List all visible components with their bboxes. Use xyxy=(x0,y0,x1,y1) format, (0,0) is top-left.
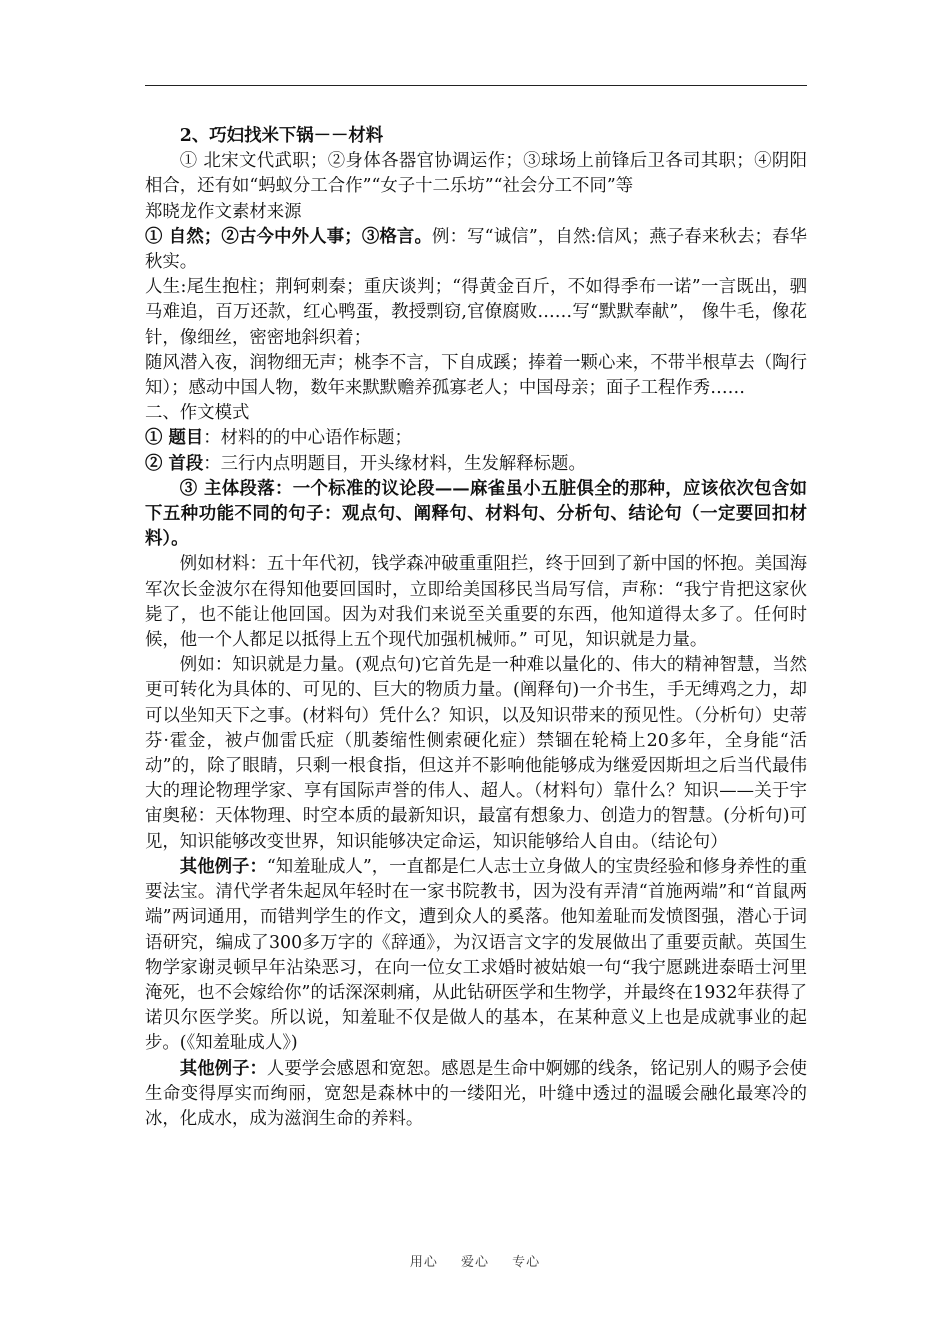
mode-first-item xyxy=(145,452,807,477)
page-footer xyxy=(0,1251,950,1270)
mode-title-bold: ① 题目 xyxy=(145,428,204,449)
sources-paragraph xyxy=(145,225,807,275)
other-example-2-label: 其他例子： xyxy=(179,1058,267,1079)
mode-heading: 二、作文模式 xyxy=(145,403,250,424)
other-example-2-text: 人要学会感恩和宽恕。感恩是生命中婀娜的线条，铭记别人的赐予会使生命变得厚实而绚丽，宽恕是森林中的一缕阳光，叶缝中透过的温暖会融化最寒冷的冰，化成水，成为滋润生命的养料。 xyxy=(145,1058,807,1129)
quotes-paragraph: 随风潜入夜，润物细无声；桃李不言，下自成蹊；捧着一颗心来，不带半根草去（陶行知）；感动中国人物，数年来默默赡养孤寡老人；中国母亲；面子工程作秀…… xyxy=(145,352,807,399)
other-example-1-text: “知羞耻成人”，一直都是仁人志士立身做人的宝贵经验和修身养性的重要法宝。清代学者朱起凤年轻时在一家书院教书，因为没有弄清“首施两端”和“首鼠两端”两词通用，而错判学生的作文，遭到众人的奚落。他知羞耻而发愤图强，潜心于词语研究，编成了300多万字的《辞通》，为汉语言文字的发展做出了重要贡献。英国生物学家谢灵顿早年沾染恶习，在向一位女工求婚时被姑娘一句“我宁愿跳进泰晤士河里淹死，也不会嫁给你”的话深深刺痛，从此钻研医学和生物学，并最终在1932年获得了诺贝尔医学奖。所以说，知羞耻不仅是做人的基本，在某种意义上也是成就事业的起步。(《知羞耻成人》) xyxy=(145,856,807,1054)
example-material: 例如材料：五十年代初，钱学森冲破重重阻拦，终于回到了新中国的怀抱。美国海军次长金波尔在得知他要回国时，立即给美国移民当局写信，声称：“我宁肯把这家伙毙了，也不能让他回国。因为对我们来说至关重要的东西，他知道得太多了。任何时候，他一个人都足以抵得上五个现代加强机械师。” 可见，知识就是力量。 xyxy=(145,554,807,651)
people-paragraph: 人生:尾生抱柱；荆轲刺秦；重庆谈判；“得黄金百斤，不如得季布一诺”一言既出，驷马难追，百万还款，红心鸭蛋，教授剽窃,官僚腐败……写“默默奉献”， 像牛毛，像花针，像细丝，密密地斜织着； xyxy=(145,277,807,348)
mode-title-text: ：材料的的中心语作标题； xyxy=(203,428,412,449)
other-example-2 xyxy=(145,1057,807,1133)
mode-body-item: ③ 主体段落：一个标准的议论段——麻雀虽小五脏俱全的那种，应该依次包含如下五种功能不同的句子：观点句、阐释句、材料句、分析句、结论句（一定要回扣材料）。 xyxy=(145,478,807,550)
sources-text: 例：写“诚信”，自然:信风；燕子春来秋去；春华秋实。 xyxy=(145,226,807,273)
document-body xyxy=(145,124,807,1132)
example-paragraph: 例如：知识就是力量。(观点句)它首先是一种难以量化的、伟大的精神智慧，当然更可转化为具体的、可见的、巨大的物质力量。(阐释句)一介书生，手无缚鸡之力，却可以坐知天下之事。(材料句）凭什么？知识，以及知识带来的预见性。（分析句）史蒂芬·霍金，被卢伽雷氏症（肌萎缩性侧索硬化症）禁锢在轮椅上20多年，全身能“活动”的，除了眼睛，只剩一根食指，但这并不影响他能够成为继爱因斯坦之后当代最伟大的理论物理学家、享有国际声誉的伟人、超人。（材料句）靠什么？知识——关于宇宙奥秘：天体物理、时空本质的最新知识，最富有想象力、创造力的智慧。(分析句)可见，知识能够改变世界，知识能够决定命运，知识能够给人自由。（结论句） xyxy=(145,655,807,852)
sources-bold: ① 自然；②古今中外人事；③格言。 xyxy=(145,226,433,247)
mode-first-bold: ② 首段 xyxy=(145,453,204,474)
other-example-1 xyxy=(145,855,807,1057)
mode-title-item xyxy=(145,426,807,451)
examples-paragraph: ① 北宋文代武职；②身体各器官协调运作；③球场上前锋后卫各司其职；④阴阳相合，还有如“蚂蚁分工合作”“女子十二乐坊”“社会分工不同”等 xyxy=(145,151,807,197)
footer-word-3: 专心 xyxy=(512,1255,541,1270)
mode-first-text: ：三行内点明题目，开头缘材料，生发解释标题。 xyxy=(203,453,586,474)
sources-heading: 郑晓龙作文素材来源 xyxy=(145,201,302,222)
header-rule xyxy=(145,85,807,86)
footer-word-2: 爱心 xyxy=(460,1255,489,1270)
footer-word-1: 用心 xyxy=(409,1255,438,1270)
section-title: 2、巧妇找米下锅－－材料 xyxy=(179,126,384,146)
other-example-1-label: 其他例子： xyxy=(179,856,267,877)
